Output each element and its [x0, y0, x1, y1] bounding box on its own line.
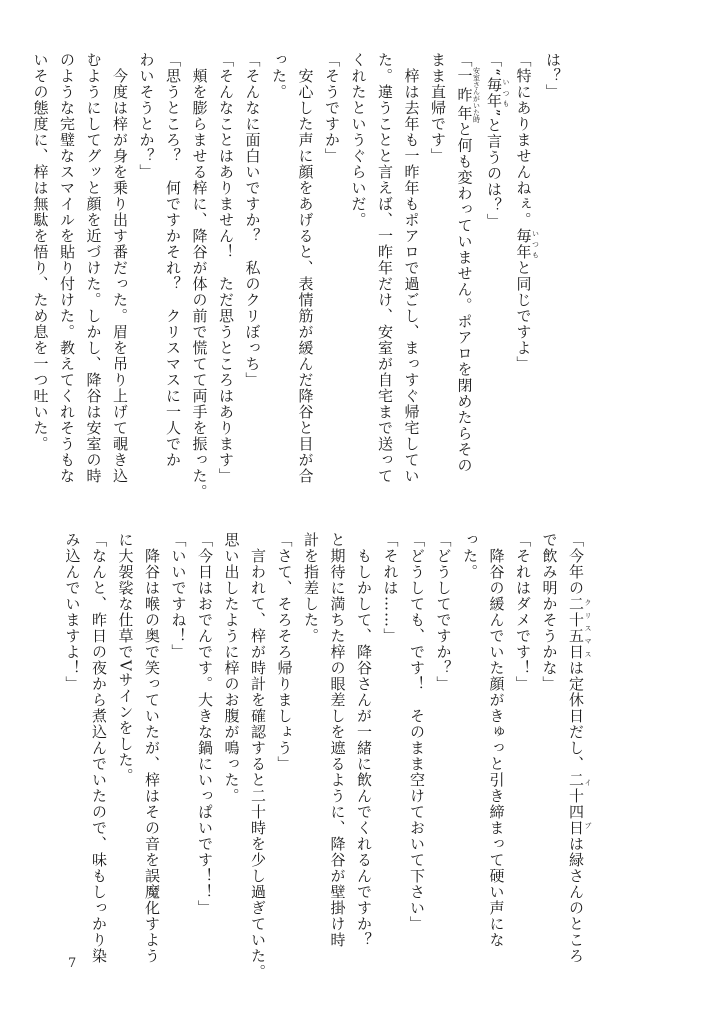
ruby-base: 二十四日	[567, 772, 585, 836]
text-line	[540, 52, 567, 472]
text-segment: 「	[455, 52, 474, 68]
text-line	[112, 532, 139, 982]
text-segment: 「特にありませんねぇ。	[514, 52, 533, 228]
text-line	[292, 52, 319, 484]
text-segment: と期待に満ちた梓の眼差しを遮るように、降谷が壁掛け時	[328, 532, 347, 948]
text-line	[80, 52, 107, 484]
text-block-bottom	[62, 532, 592, 982]
text-segment: 梓は去年も一昨年もポアロで過ごし、まっすぐ帰宅してい	[402, 52, 421, 484]
ruby-annotation	[514, 228, 540, 260]
text-segment: に大袈裟な仕草でVサインをした。	[116, 532, 135, 784]
text-line	[139, 532, 166, 982]
text-segment: た。違うことと言えば、一昨年だけ、安室が自宅まで送って	[376, 52, 394, 484]
text-line	[377, 532, 404, 982]
text-segment: 「思うところ？ 何ですかそれ？ クリスマスに一人でか	[164, 52, 182, 468]
text-segment: った。	[461, 532, 479, 580]
text-line	[430, 532, 457, 982]
text-block-top	[31, 52, 566, 500]
text-line	[218, 532, 245, 982]
text-line	[54, 52, 81, 484]
text-line	[404, 532, 431, 982]
text-segment: 降谷は喉の奥で笑っていたが、梓はその音を誤魔化すよう	[143, 532, 161, 964]
text-segment: 「そんなことはありません！ ただ思うところはあります」	[217, 52, 235, 484]
text-segment: と何も変わっていません。ポアロを閉めたらその	[455, 121, 474, 474]
text-segment: 「どうしても、です！ そのまま空けておいて下さい」	[408, 532, 426, 932]
text-line	[457, 532, 484, 982]
text-segment: 「“	[485, 52, 503, 77]
ruby-annotation	[485, 76, 510, 109]
text-line	[107, 52, 134, 484]
ruby-base: 毎年	[514, 228, 533, 260]
text-segment: 思い出したように梓のお腹が鳴った。	[222, 532, 241, 804]
text-segment: 「いいですね！」	[169, 532, 188, 660]
text-segment: った。	[270, 52, 288, 100]
text-segment: は緑さんのところ	[567, 836, 585, 964]
text-line	[266, 52, 293, 472]
text-segment: もしかして、降谷さんが一緒に飲んでくれるんですか？	[355, 532, 373, 948]
text-segment: 頬を膨らませる梓に、降谷が体の前で慌てて両手を振った。	[190, 52, 209, 500]
text-segment: 「そんなに面白いですか？ 私のクリぼっち」	[243, 52, 262, 388]
text-segment: み込んでいますよ！」	[63, 532, 82, 692]
text-segment: は？」	[544, 52, 562, 100]
text-segment: 「どうしてですか？」	[434, 532, 453, 692]
ruby-reading: いつも	[502, 76, 510, 109]
text-segment: くれたというぐらいだ。	[349, 52, 368, 228]
text-segment: まま直帰です」	[429, 52, 447, 164]
text-line	[510, 532, 537, 982]
ruby-reading: いつも	[531, 228, 540, 260]
text-segment: 「なんと、昨日の夜から煮込んでいたので、味もしっかり染	[90, 532, 108, 964]
text-segment: 今度は梓が身を乗り出す番だった。眉を吊り上げて覗き込	[111, 52, 129, 484]
text-segment: 言われて、梓が時計を確認すると二十時を少し過ぎていた。	[249, 532, 267, 980]
text-line	[425, 52, 452, 472]
ruby-base: 二十五日	[567, 596, 585, 660]
text-line	[510, 52, 540, 472]
text-segment: 安心した声に顔をあげると、表情筋が緩んだ降谷と目が合	[296, 52, 315, 484]
text-segment: のような完璧なスマイルを貼り付けた。教えてくれそうもな	[58, 52, 76, 484]
page-number: 7	[68, 956, 77, 971]
text-line	[351, 532, 378, 982]
text-line	[324, 532, 351, 982]
text-segment: むようにしてグッと顔を近づけた。しかし、降谷は安室の時	[84, 52, 103, 484]
text-line	[536, 532, 563, 982]
ruby-annotation	[567, 772, 592, 836]
ruby-base: 一昨年	[455, 66, 474, 123]
text-line	[160, 52, 187, 472]
text-line	[27, 52, 54, 472]
ruby-base: 毎年	[485, 76, 503, 109]
ruby-reading: 安室さんがいた時	[472, 66, 481, 123]
text-line	[59, 532, 86, 982]
text-segment: 降谷の緩んでいた顔がきゅっと引き締まって硬い声にな	[487, 532, 506, 948]
text-segment: 計を指差した。	[302, 532, 320, 644]
text-line	[345, 52, 372, 472]
text-line	[372, 52, 399, 484]
text-segment: は定休日だし、	[567, 660, 585, 772]
text-line	[165, 532, 192, 982]
text-line	[213, 52, 240, 484]
text-segment: いその態度に、梓は無駄を悟り、ため息を一つ吐いた。	[31, 52, 50, 452]
text-line	[245, 532, 272, 982]
text-segment: と同じですよ」	[514, 260, 533, 372]
text-segment: 「それはダメです！」	[514, 532, 532, 692]
text-segment: 「今年の	[567, 532, 585, 596]
text-line	[298, 532, 325, 982]
text-segment: わいそうとか？」	[137, 52, 156, 180]
text-segment: 「それは……」	[381, 532, 400, 644]
text-line	[451, 52, 481, 472]
text-line	[133, 52, 160, 472]
text-line	[319, 52, 346, 472]
ruby-reading: イブ	[584, 772, 592, 836]
text-line	[271, 532, 298, 982]
text-line	[192, 532, 219, 982]
text-line	[186, 52, 213, 500]
text-line	[481, 52, 511, 472]
text-segment: 「そうですか」	[323, 52, 341, 164]
ruby-annotation	[567, 596, 592, 660]
text-line	[239, 52, 266, 472]
ruby-annotation	[455, 66, 481, 123]
text-line	[86, 532, 113, 982]
text-line	[483, 532, 510, 982]
ruby-reading: クリスマス	[584, 596, 592, 660]
text-segment: 「今日はおでんです。大きな鍋にいっぱいです！！」	[196, 532, 214, 916]
text-line	[563, 532, 593, 982]
text-segment: 「さて、そろそろ帰りましょう」	[275, 532, 294, 772]
text-segment: で飲み明かそうかな」	[540, 532, 559, 692]
text-segment: ”と言うのは？」	[485, 108, 503, 230]
text-line	[398, 52, 425, 484]
